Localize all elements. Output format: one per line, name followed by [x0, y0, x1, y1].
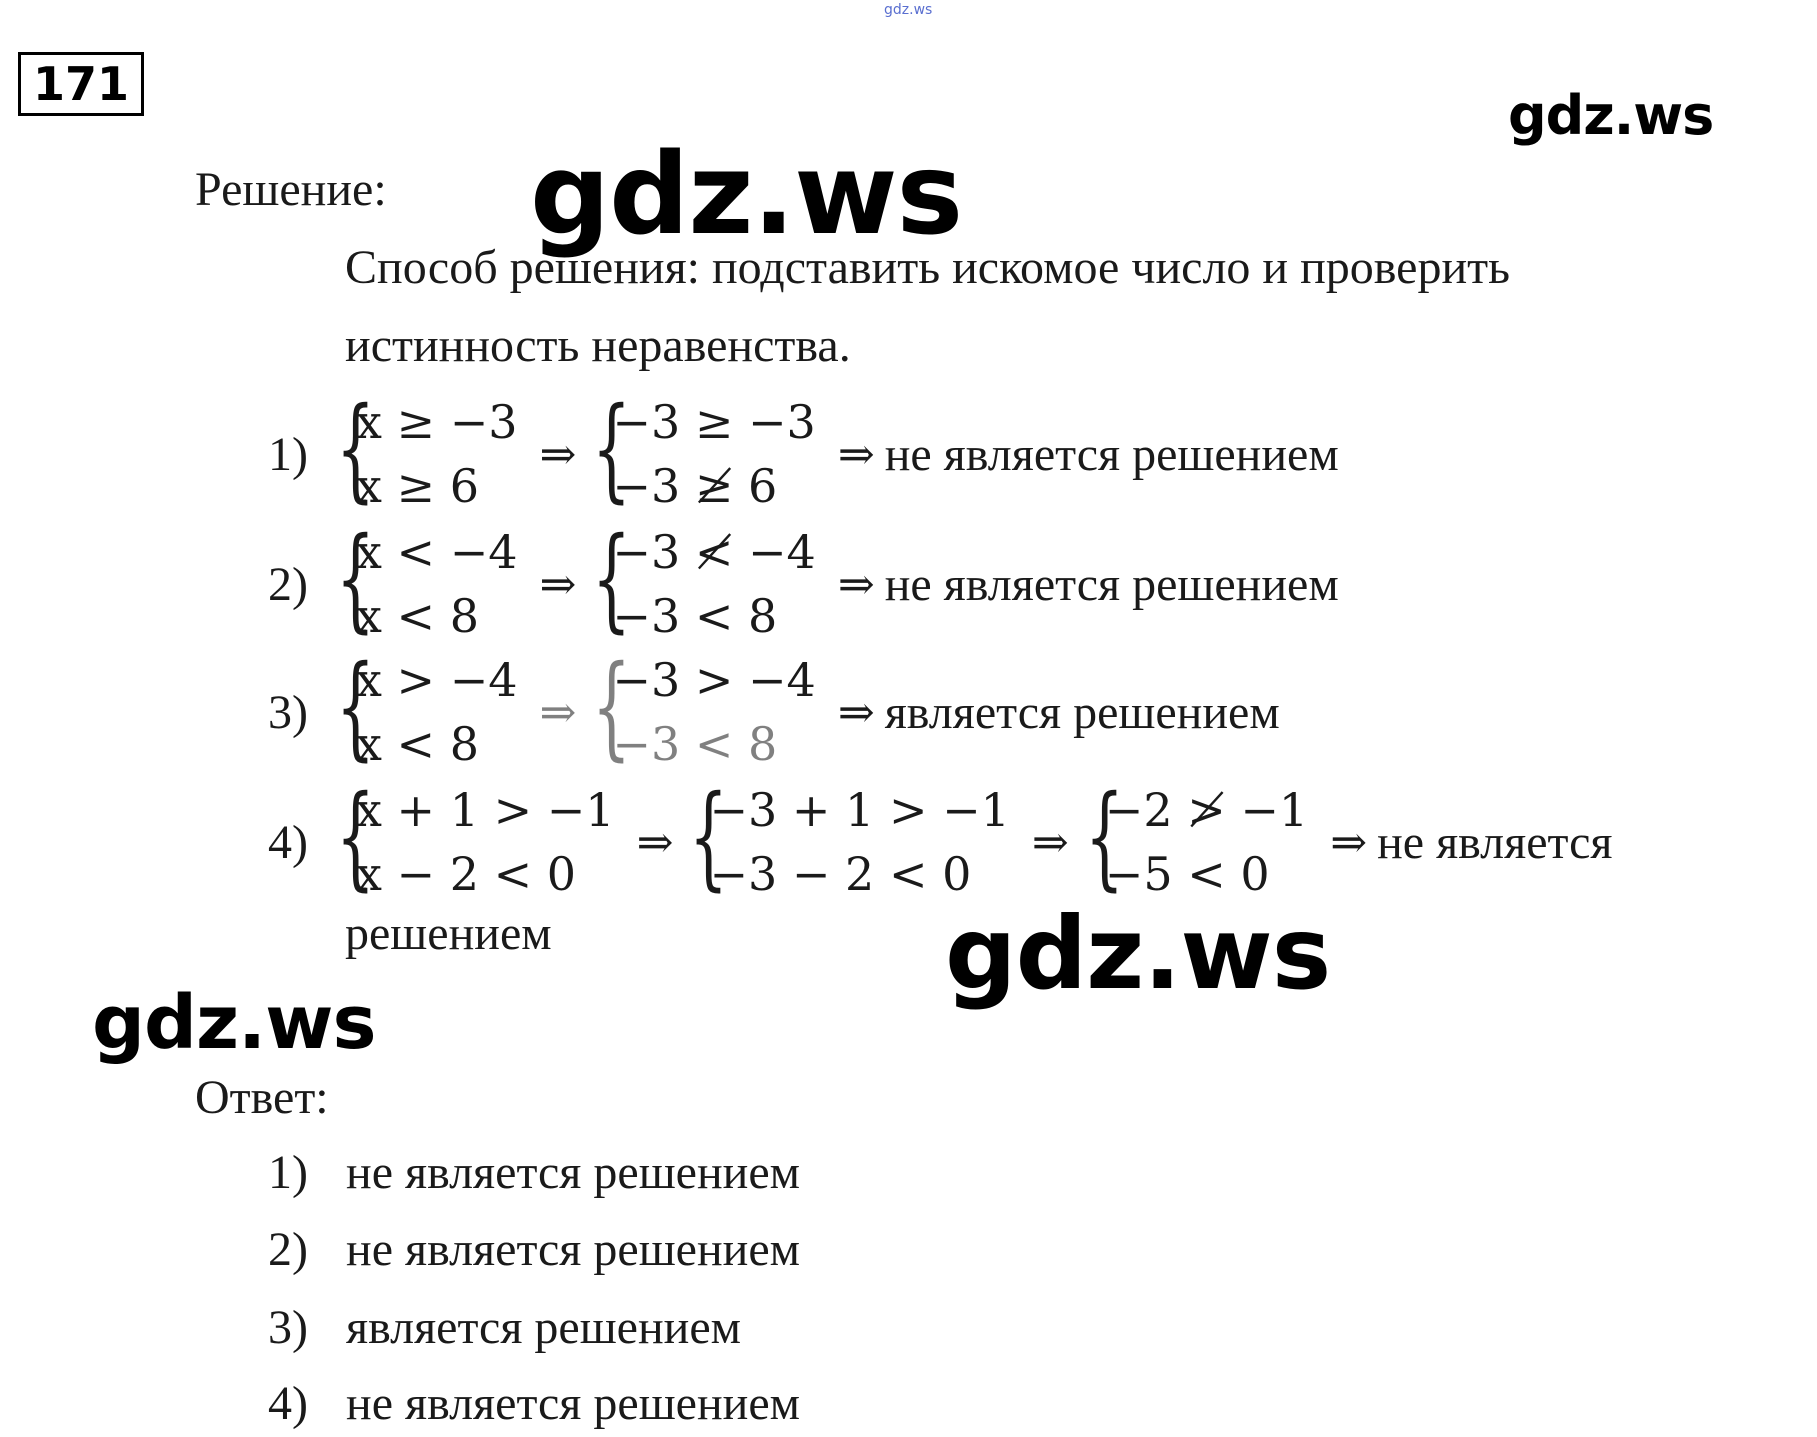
method-line-2: истинность неравенства.	[345, 319, 851, 372]
answer-text: не является решением	[346, 1377, 801, 1430]
solution-heading: Решение:	[195, 163, 387, 216]
item-number: 4)	[268, 815, 308, 869]
implies-arrow: ⇒	[539, 686, 577, 738]
system-line: x > −4	[355, 653, 518, 707]
system-line: x − 2 < 0	[355, 847, 577, 901]
watermark-large-center: gdz.ws	[530, 130, 963, 260]
system-line: −3 + 1 > −1	[709, 783, 1010, 837]
implies-arrow: ⇒	[837, 686, 875, 738]
inequality-system: { x + 1 > −1 x − 2 < 0	[330, 778, 615, 906]
item-conclusion: не является решением	[884, 557, 1339, 611]
answer-number: 4)	[268, 1377, 308, 1430]
system-line: −3 ≮ −4	[612, 525, 816, 579]
answer-item-4	[268, 1376, 800, 1431]
answer-item-3	[268, 1300, 741, 1355]
system-line: x < 8	[355, 717, 479, 771]
system-line: x + 1 > −1	[355, 783, 615, 837]
answer-item-2	[268, 1222, 800, 1277]
answer-text: не является решением	[346, 1223, 801, 1276]
system-line: −3 < 8	[612, 589, 778, 643]
watermark-large-lower: gdz.ws	[945, 895, 1331, 1012]
implies-arrow: ⇒	[1330, 816, 1368, 868]
watermark-small: gdz.ws	[884, 2, 933, 18]
system-line: x < −4	[355, 525, 518, 579]
system-line: x ≥ −3	[355, 395, 518, 449]
answer-item-1	[268, 1145, 800, 1200]
item-number: 3)	[268, 685, 308, 739]
solution-item-2	[268, 514, 1339, 648]
item-number: 1)	[268, 427, 308, 481]
system-line: x ≥ 6	[355, 459, 479, 513]
substituted-system: { −3 + 1 > −1 −3 − 2 < 0	[683, 778, 1009, 906]
implies-arrow: ⇒	[837, 428, 875, 480]
method-line-1: Способ решения: подставить искомое число и проверить	[345, 241, 1511, 294]
answer-text: не является решением	[346, 1146, 801, 1199]
item-conclusion: является решением	[884, 685, 1280, 739]
inequality-system: { x ≥ −3 x ≥ 6	[330, 390, 518, 518]
implies-arrow: ⇒	[837, 558, 875, 610]
inequality-system: { x < −4 x < 8	[330, 520, 518, 648]
item-conclusion: не является решением	[884, 427, 1339, 481]
substituted-system: { −3 ≮ −4 −3 < 8	[586, 520, 815, 648]
answer-number: 2)	[268, 1223, 308, 1276]
implies-arrow: ⇒	[636, 816, 674, 868]
system-line: −3 < 8	[612, 717, 778, 771]
system-line: x < 8	[355, 589, 479, 643]
solution-item-4	[268, 772, 1613, 906]
implies-arrow: ⇒	[1031, 816, 1069, 868]
solution-item-1	[268, 384, 1339, 518]
implies-arrow: ⇒	[539, 428, 577, 480]
implies-arrow: ⇒	[539, 558, 577, 610]
system-line: −3 ≥ −3	[612, 395, 816, 449]
item-number: 2)	[268, 557, 308, 611]
item-conclusion-continuation: решением	[345, 907, 552, 960]
system-line: −3 > −4	[612, 653, 816, 707]
system-line: −2 ≯ −1	[1104, 783, 1309, 837]
watermark-left: gdz.ws	[92, 980, 376, 1066]
substituted-system: { −3 ≥ −3 −3 ≱ 6	[586, 390, 815, 518]
watermark-top-right: gdz.ws	[1508, 84, 1714, 147]
substituted-system: { −3 > −4 −3 < 8	[586, 648, 815, 776]
inequality-system: { x > −4 x < 8	[330, 648, 518, 776]
system-line: −5 < 0	[1104, 847, 1270, 901]
answer-text: является решением	[346, 1301, 742, 1354]
simplified-system: { −2 ≯ −1 −5 < 0	[1079, 778, 1308, 906]
solution-item-3	[268, 642, 1280, 776]
item-conclusion: не является	[1377, 815, 1613, 869]
answer-heading: Ответ:	[195, 1071, 329, 1124]
system-line: −3 − 2 < 0	[709, 847, 972, 901]
answer-number: 1)	[268, 1146, 308, 1199]
answer-number: 3)	[268, 1301, 308, 1354]
system-line: −3 ≱ 6	[612, 459, 778, 513]
task-number-box: 171	[18, 52, 144, 116]
